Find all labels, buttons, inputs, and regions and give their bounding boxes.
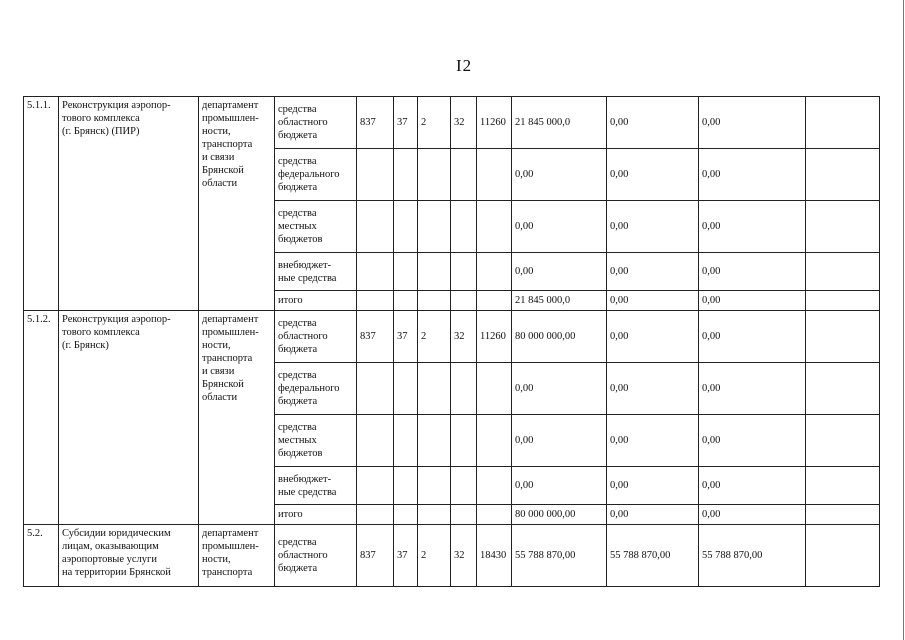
code-cell: 837 <box>357 311 394 363</box>
code-cell: 37 <box>394 311 418 363</box>
cell-line: промышлен- <box>202 113 259 124</box>
cell-line: и связи <box>202 152 235 163</box>
code-cell <box>477 253 512 291</box>
cell-line: промышлен- <box>202 541 259 552</box>
cell-line: Брянской <box>202 379 244 390</box>
amount-cell: 0,00 <box>512 149 607 201</box>
amount-cell: 0,00 <box>607 467 699 505</box>
amount-cell: 0,00 <box>607 149 699 201</box>
executor-cell <box>199 525 275 587</box>
code-cell <box>451 415 477 467</box>
code-cell <box>357 505 394 525</box>
code-cell <box>394 415 418 467</box>
cell-line: ности, <box>202 126 231 137</box>
amount-cell: 0,00 <box>699 97 806 149</box>
executor-cell <box>199 311 275 525</box>
code-cell <box>418 505 451 525</box>
cell-line: средства <box>278 370 317 381</box>
cell-line: и связи <box>202 366 235 377</box>
funding-source-cell <box>275 467 357 505</box>
cell-line: транспорта <box>202 567 253 578</box>
cell-line: средства <box>278 104 317 115</box>
code-cell <box>418 363 451 415</box>
cell-line: средства <box>278 422 317 433</box>
scan-edge-line <box>903 0 904 640</box>
code-cell <box>394 363 418 415</box>
code-cell <box>477 363 512 415</box>
empty-cell <box>806 311 880 363</box>
amount-cell: 55 788 870,00 <box>699 525 806 587</box>
cell-line: внебюджет- <box>278 259 332 271</box>
code-cell <box>357 253 394 291</box>
code-cell: 837 <box>357 525 394 587</box>
cell-line: бюджета <box>278 396 318 407</box>
table-row <box>24 525 880 587</box>
cell-line: ные средства <box>278 486 337 498</box>
amount-cell: 0,00 <box>699 415 806 467</box>
cell-line: местных <box>278 435 317 446</box>
code-cell <box>357 201 394 253</box>
funding-source-cell <box>275 253 357 291</box>
cell-line: Реконструкция аэропор- <box>62 100 171 111</box>
cell-line: тового комплекса <box>62 327 140 338</box>
amount-cell: 0,00 <box>699 467 806 505</box>
code-cell <box>477 467 512 505</box>
cell-line: итого <box>278 509 303 520</box>
code-cell <box>451 505 477 525</box>
amount-cell: 0,00 <box>607 311 699 363</box>
empty-cell <box>806 253 880 291</box>
amount-cell: 21 845 000,0 <box>512 97 607 149</box>
amount-cell: 0,00 <box>512 253 607 291</box>
table-row <box>24 97 880 149</box>
cell-line: средства <box>278 156 317 167</box>
empty-cell <box>806 97 880 149</box>
cell-line: областного <box>278 331 328 342</box>
code-cell: 37 <box>394 525 418 587</box>
code-cell: 2 <box>418 525 451 587</box>
code-cell <box>418 291 451 311</box>
amount-cell: 0,00 <box>512 415 607 467</box>
empty-cell <box>806 505 880 525</box>
amount-cell: 0,00 <box>699 253 806 291</box>
cell-line: (г. Брянск) (ПИР) <box>62 126 140 137</box>
cell-line: транспорта <box>202 353 253 364</box>
empty-cell <box>806 201 880 253</box>
item-number: 5.2. <box>27 528 43 539</box>
code-cell <box>394 467 418 505</box>
code-cell <box>451 291 477 311</box>
code-cell <box>357 291 394 311</box>
cell-line: внебюджет- <box>278 473 332 485</box>
code-cell <box>477 149 512 201</box>
code-cell <box>477 291 512 311</box>
cell-line: области <box>202 392 238 403</box>
code-cell: 2 <box>418 97 451 149</box>
budget-table-wrapper <box>23 96 880 587</box>
amount-cell: 0,00 <box>699 311 806 363</box>
code-cell <box>451 201 477 253</box>
amount-cell: 80 000 000,00 <box>512 311 607 363</box>
cell-line: средства <box>278 537 317 548</box>
funding-source-cell <box>275 97 357 149</box>
amount-cell: 0,00 <box>607 291 699 311</box>
amount-cell: 0,00 <box>607 253 699 291</box>
page-number: I2 <box>456 56 473 75</box>
item-number-cell <box>24 525 59 587</box>
cell-line: Брянской <box>202 165 244 176</box>
cell-line: ности, <box>202 340 231 351</box>
cell-line: областного <box>278 117 328 128</box>
code-cell: 32 <box>451 525 477 587</box>
cell-line: (г. Брянск) <box>62 340 109 351</box>
cell-line: бюджета <box>278 563 318 574</box>
empty-cell <box>806 363 880 415</box>
cell-line: средства <box>278 208 317 219</box>
funding-source-cell <box>275 525 357 587</box>
code-cell: 18430 <box>477 525 512 587</box>
cell-line: бюджетов <box>278 448 323 459</box>
cell-line: Реконструкция аэропор- <box>62 314 171 325</box>
cell-line: департамент <box>202 100 259 111</box>
amount-cell: 0,00 <box>607 415 699 467</box>
code-cell <box>418 149 451 201</box>
empty-cell <box>806 467 880 505</box>
cell-line: департамент <box>202 528 259 539</box>
code-cell <box>394 291 418 311</box>
code-cell <box>418 415 451 467</box>
amount-cell: 0,00 <box>512 363 607 415</box>
empty-cell <box>806 149 880 201</box>
amount-cell: 0,00 <box>607 505 699 525</box>
item-number: 5.1.2. <box>27 314 51 325</box>
table-row <box>24 311 880 363</box>
code-cell <box>357 415 394 467</box>
code-cell <box>394 505 418 525</box>
cell-line: федерального <box>278 383 340 394</box>
funding-source-cell <box>275 415 357 467</box>
code-cell <box>418 253 451 291</box>
code-cell: 32 <box>451 97 477 149</box>
code-cell <box>394 149 418 201</box>
funding-source-cell <box>275 363 357 415</box>
cell-line: бюджета <box>278 130 318 141</box>
cell-line: тового комплекса <box>62 113 140 124</box>
amount-cell: 80 000 000,00 <box>512 505 607 525</box>
cell-line: итого <box>278 295 303 306</box>
cell-line: департамент <box>202 314 259 325</box>
code-cell <box>394 253 418 291</box>
amount-cell: 21 845 000,0 <box>512 291 607 311</box>
cell-line: транспорта <box>202 139 253 150</box>
item-name-cell <box>59 525 199 587</box>
code-cell <box>451 149 477 201</box>
amount-cell: 0,00 <box>699 291 806 311</box>
cell-line: на территории Брянской <box>62 567 171 578</box>
code-cell <box>451 467 477 505</box>
amount-cell: 0,00 <box>699 363 806 415</box>
funding-source-cell <box>275 201 357 253</box>
code-cell <box>357 363 394 415</box>
item-name-cell <box>59 311 199 525</box>
code-cell <box>451 253 477 291</box>
cell-line: федерального <box>278 169 340 180</box>
code-cell: 11260 <box>477 311 512 363</box>
code-cell <box>418 467 451 505</box>
table-body <box>24 97 880 587</box>
empty-cell <box>806 525 880 587</box>
cell-line: областного <box>278 550 328 561</box>
cell-line: бюджета <box>278 344 318 355</box>
code-cell <box>357 149 394 201</box>
cell-line: бюджета <box>278 182 318 193</box>
funding-source-cell <box>275 505 357 525</box>
item-name-cell <box>59 97 199 311</box>
code-cell <box>451 363 477 415</box>
amount-cell: 0,00 <box>699 201 806 253</box>
amount-cell: 0,00 <box>699 149 806 201</box>
code-cell: 32 <box>451 311 477 363</box>
funding-source-cell <box>275 311 357 363</box>
amount-cell: 0,00 <box>607 363 699 415</box>
code-cell <box>394 201 418 253</box>
cell-line: бюджетов <box>278 234 323 245</box>
code-cell: 11260 <box>477 97 512 149</box>
cell-line: ности, <box>202 554 231 565</box>
empty-cell <box>806 415 880 467</box>
cell-line: ные средства <box>278 272 337 284</box>
funding-source-cell <box>275 149 357 201</box>
amount-cell: 0,00 <box>512 201 607 253</box>
budget-table <box>23 96 880 587</box>
amount-cell: 0,00 <box>699 505 806 525</box>
code-cell <box>357 467 394 505</box>
amount-cell: 55 788 870,00 <box>607 525 699 587</box>
amount-cell: 0,00 <box>512 467 607 505</box>
code-cell <box>477 415 512 467</box>
code-cell: 37 <box>394 97 418 149</box>
cell-line: лицам, оказывающим <box>62 541 159 552</box>
cell-line: области <box>202 178 238 189</box>
amount-cell: 55 788 870,00 <box>512 525 607 587</box>
item-number: 5.1.1. <box>27 100 51 111</box>
amount-cell: 0,00 <box>607 201 699 253</box>
item-number-cell <box>24 97 59 311</box>
code-cell: 837 <box>357 97 394 149</box>
cell-line: промышлен- <box>202 327 259 338</box>
cell-line: средства <box>278 318 317 329</box>
amount-cell: 0,00 <box>607 97 699 149</box>
item-number-cell <box>24 311 59 525</box>
cell-line: аэропортовые услуги <box>62 554 157 565</box>
code-cell <box>418 201 451 253</box>
cell-line: местных <box>278 221 317 232</box>
code-cell <box>477 201 512 253</box>
empty-cell <box>806 291 880 311</box>
code-cell: 2 <box>418 311 451 363</box>
funding-source-cell <box>275 291 357 311</box>
cell-line: Субсидии юридическим <box>62 528 171 539</box>
executor-cell <box>199 97 275 311</box>
code-cell <box>477 505 512 525</box>
